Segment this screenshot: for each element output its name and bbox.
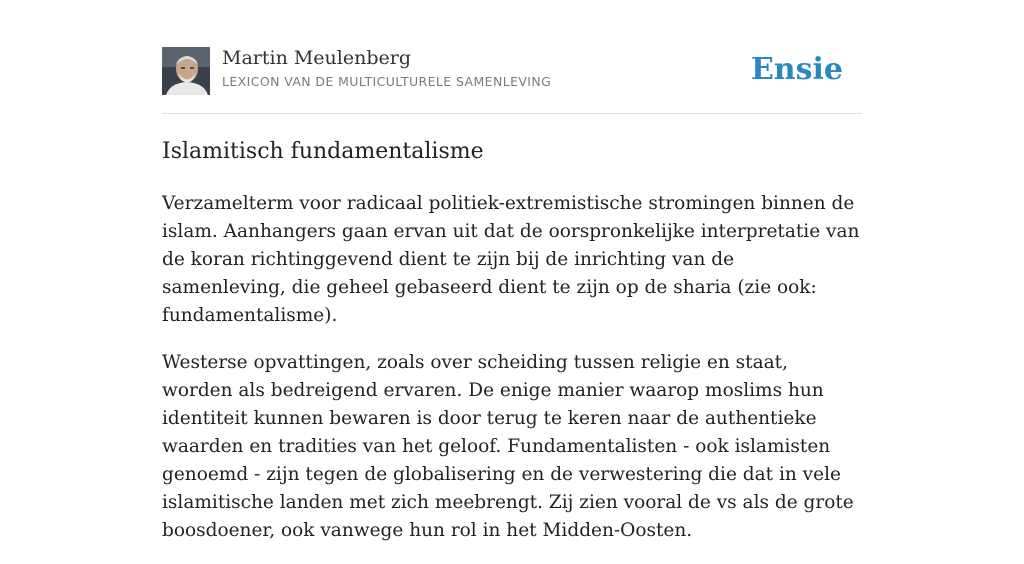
article-header [162, 46, 862, 96]
article-body [162, 190, 862, 564]
person-portrait-icon [162, 47, 210, 95]
publication-name[interactable]: LEXICON VAN DE MULTICULTURELE SAMENLEVING [222, 74, 552, 89]
author-name[interactable]: Martin Meulenberg [222, 47, 411, 69]
author-avatar[interactable] [162, 47, 210, 95]
article-paragraph: Verzamelterm voor radicaal politiek-extremistische stromingen binnen de islam. Aanhangers gaan ervan uit dat de oorspronkelijke interpretatie van de koran richtinggevend dient te zijn bij de inrichting van de samenleving, die geheel gebaseerd dient te zijn op de sharia (zie ook: fundamentalisme). [162, 193, 860, 326]
article-paragraph: Westerse opvattingen, zoals over scheiding tussen religie en staat, worden als bedreigend ervaren. De enige manier waarop moslims hun identiteit kunnen bewaren is door terug te keren naar de authentieke waarden en tradities van het geloof. Fundamentalisten - ook islamisten genoemd - zijn tegen de globalisering en de verwestering die dat in vele islamitische landen met zich meebrengt. Zij zien vooral de vs als de grote boosdoener, ook vanwege hun rol in het Midden-Oosten. [162, 352, 854, 541]
header-divider [162, 113, 862, 114]
brand-logo[interactable]: Ensie [750, 52, 843, 87]
article-title: Islamitisch fundamentalisme [162, 139, 484, 164]
